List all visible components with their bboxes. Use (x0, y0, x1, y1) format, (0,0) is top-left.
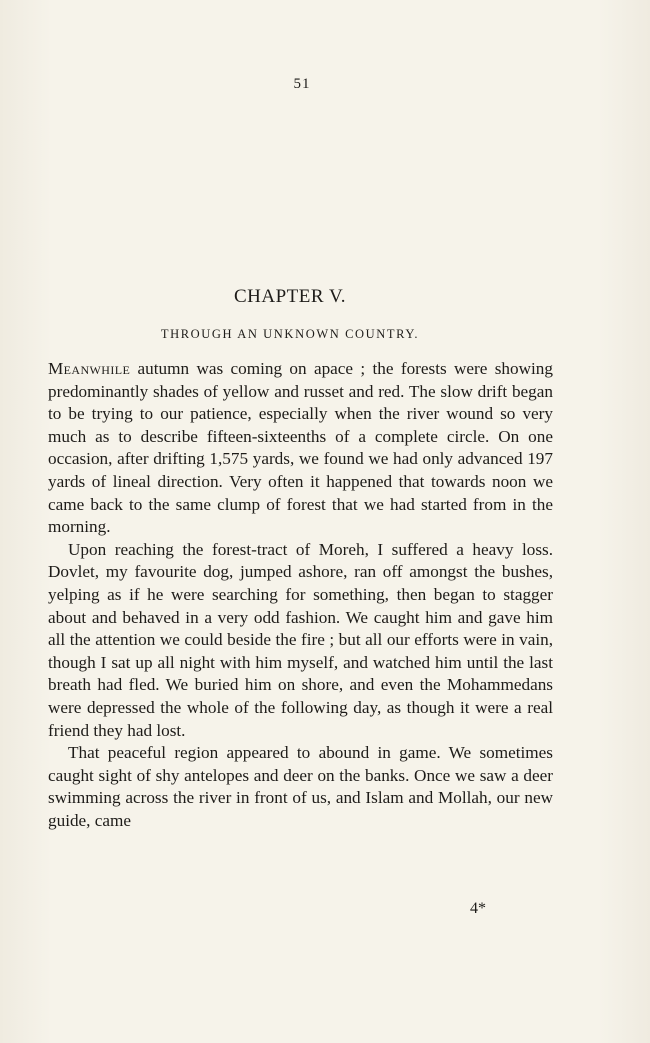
page-number: 51 (293, 76, 311, 92)
paragraph-2: Upon reaching the forest-tract of Moreh, I suffered a heavy loss. Dovlet, my favourite dog, jumped ashore, ran off amongst the bushes, yelping as if he were searching for something, then began to stagger about and behaved in a very odd fashion. We caught him and gave him all the attention we could beside the fire ; but all our efforts were in vain, though I sat up all night with him myself, and watched him until the last breath had fled. We buried him on shore, and even the Mohammedans were depressed the whole of the following day, as though it were a real friend they had lost. (48, 539, 553, 740)
paragraph-1 (48, 358, 553, 539)
chapter-subtitle: THROUGH AN UNKNOWN COUNTRY. (160, 327, 420, 341)
paragraph-3: That peaceful region appeared to abound in game. We sometimes caught sight of shy antelopes and deer on the banks. Once we saw a deer swimming across the river in front of us, and Islam and Mollah, our new guide, came (48, 743, 553, 830)
body-text (48, 358, 553, 832)
paragraph-1-text: autumn was coming on apace ; the forests were showing predominantly shades of yellow and russet and red. The slow drift began to be trying to our patience, especially when the river wound so very much as to describe fifteen-sixteenths of a complete circle. On one occasion, after drifting 1,575 yards, we found we had only advanced 197 yards of lineal direction. Very often it happened that towards noon we came back to the same clump of forest that we had started from in the morning. (48, 359, 553, 537)
paragraph-lead-word: Meanwhile (48, 359, 131, 378)
signature-mark: 4* (470, 900, 486, 917)
chapter-title: CHAPTER V. (234, 286, 346, 307)
